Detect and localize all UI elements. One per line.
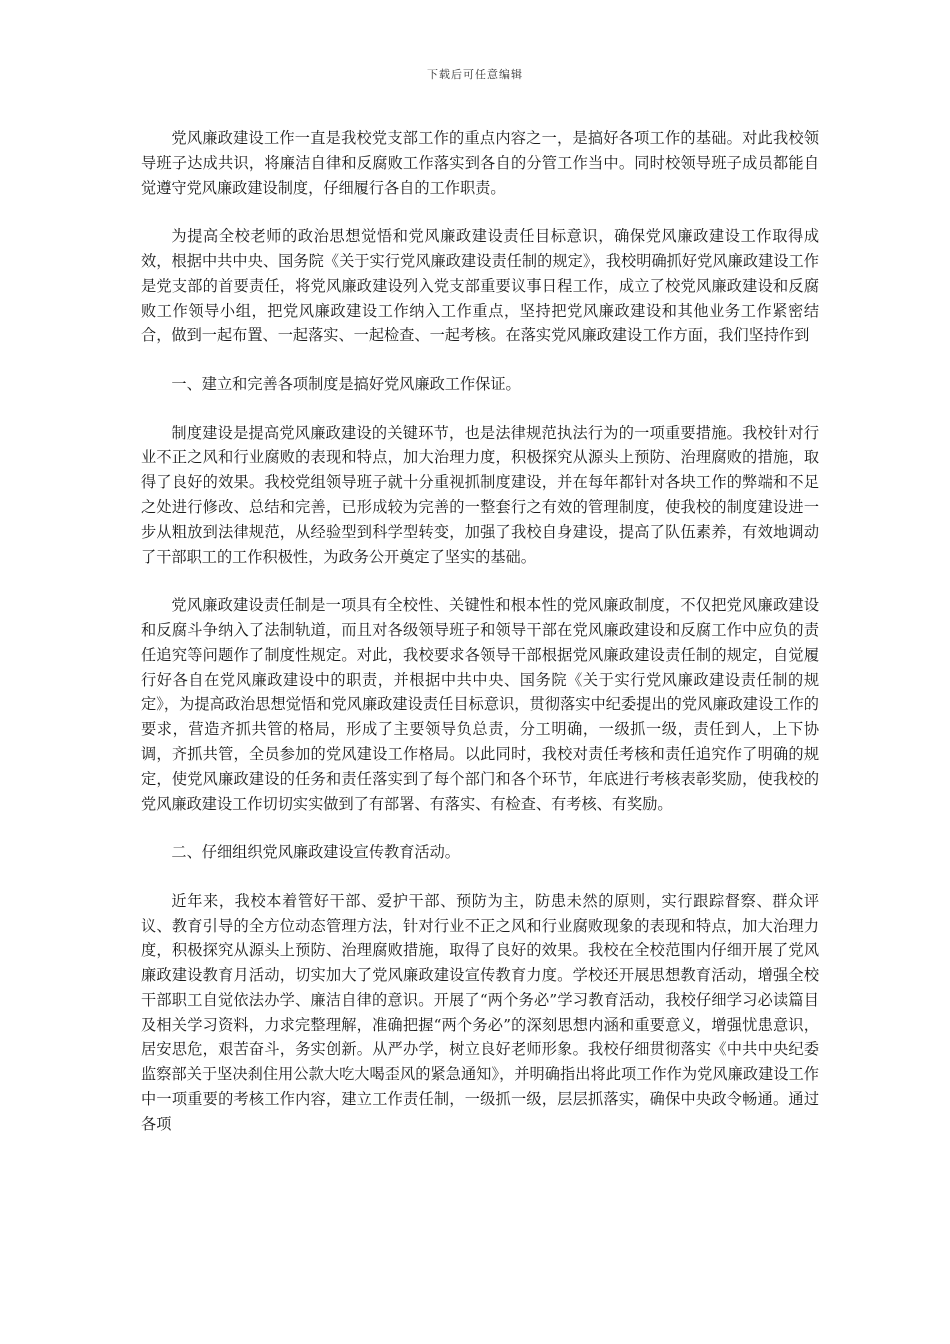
paragraph: 制度建设是提高党风廉政建设的关键环节，也是法律规范执法行为的一项重要措施。我校针对行业不正之风和行业腐败的表现和特点，加大治理力度，积极探究从源头上预防、治理腐败的措施，取得了良好的效果。我校党组领导班子就十分重视抓制度建设，并在每年都针对各块工作的弊端和不足之处进行修改、总结和完善，已形成较为完善的一整套行之有效的管理制度，使我校的制度建设进一步从粗放到法律规范，从经验型到科学型转变，加强了我校自身建设，提高了队伍素养，有效地调动了干部职工的工作积极性，为政务公开奠定了坚实的基础。 xyxy=(141,423,819,566)
page-header-note: 下载后可任意编辑 xyxy=(427,68,523,81)
section-heading: 二、仔细组织党风廉政建设宣传教育活动。 xyxy=(171,843,460,862)
document-body xyxy=(141,126,819,1160)
paragraph: 近年来，我校本着管好干部、爱护干部、预防为主，防患未然的原则，实行跟踪督察、群众评议、教育引导的全方位动态管理方法，针对行业不正之风和行业腐败现象的表现和特点，加大治理力度，积极探究从源头上预防、治理腐败措施，取得了良好的效果。我校在全校范围内仔细开展了党风廉政建设教育月活动，切实加大了党风廉政建设宣传教育力度。学校还开展思想教育活动，增强全校干部职工自觉依法办学、廉洁自律的意识。开展了“两个务必”学习教育活动，我校仔细学习必读篇目及相关学习资料，力求完整理解，准确把握“两个务必”的深刻思想内涵和重要意义，增强忧患意识，居安思危，艰苦奋斗，务实创新。从严办学，树立良好老师形象。我校仔细贯彻落实《中共中央纪委监察部关于坚决刹住用公款大吃大喝歪风的紧急通知》，并明确指出将此项工作作为党风廉政建设工作中一项重要的考核工作内容，建立工作责任制，一级抓一级，层层抓落实，确保中央政令畅通。通过各项 xyxy=(141,891,819,1133)
paragraph: 党风廉政建设工作一直是我校党支部工作的重点内容之一，是搞好各项工作的基础。对此我校领导班子达成共识，将廉洁自律和反腐败工作落实到各自的分管工作当中。同时校领导班子成员都能自觉遵守党风廉政建设制度，仔细履行各自的工作职责。 xyxy=(141,129,819,197)
paragraph: 党风廉政建设责任制是一项具有全校性、关键性和根本性的党风廉政制度，不仅把党风廉政建设和反腐斗争纳入了法制轨道，而且对各级领导班子和领导干部在党风廉政建设和反腐工作中应负的责任追究等问题作了制度性规定。对此，我校要求各领导干部根据党风廉政建设责任制的规定，自觉履行好各自在党风廉政建设中的职责，并根据中共中央、国务院《关于实行党风廉政建设责任制的规定》，为提高政治思想觉悟和党风廉政建设责任目标意识，贯彻落实中纪委提出的党风廉政建设工作的要求，营造齐抓共管的格局，形成了主要领导负总责，分工明确，一级抓一级，责任到人，上下协调，齐抓共管，全员参加的党风建设工作格局。以此同时，我校对责任考核和责任追究作了明确的规定，使党风廉政建设的任务和责任落实到了每个部门和各个环节，年底进行考核表彰奖励，使我校的党风廉政建设工作切切实实做到了有部署、有落实、有检查、有考核、有奖励。 xyxy=(141,596,819,813)
paragraph: 为提高全校老师的政治思想觉悟和党风廉政建设责任目标意识，确保党风廉政建设工作取得成效，根据中共中央、国务院《关于实行党风廉政建设责任制的规定》，我校明确抓好党风廉政建设工作是党支部的首要责任，将党风廉政建设列入党支部重要议事日程工作，成立了校党风廉政建设和反腐败工作领导小组，把党风廉政建设工作纳入工作重点，坚持把党风廉政建设和其他业务工作紧密结合，做到一起布置、一起落实、一起检查、一起考核。在落实党风廉政建设工作方面，我们坚持作到 xyxy=(141,227,819,345)
section-heading: 一、建立和完善各项制度是搞好党风廉政工作保证。 xyxy=(171,374,521,393)
